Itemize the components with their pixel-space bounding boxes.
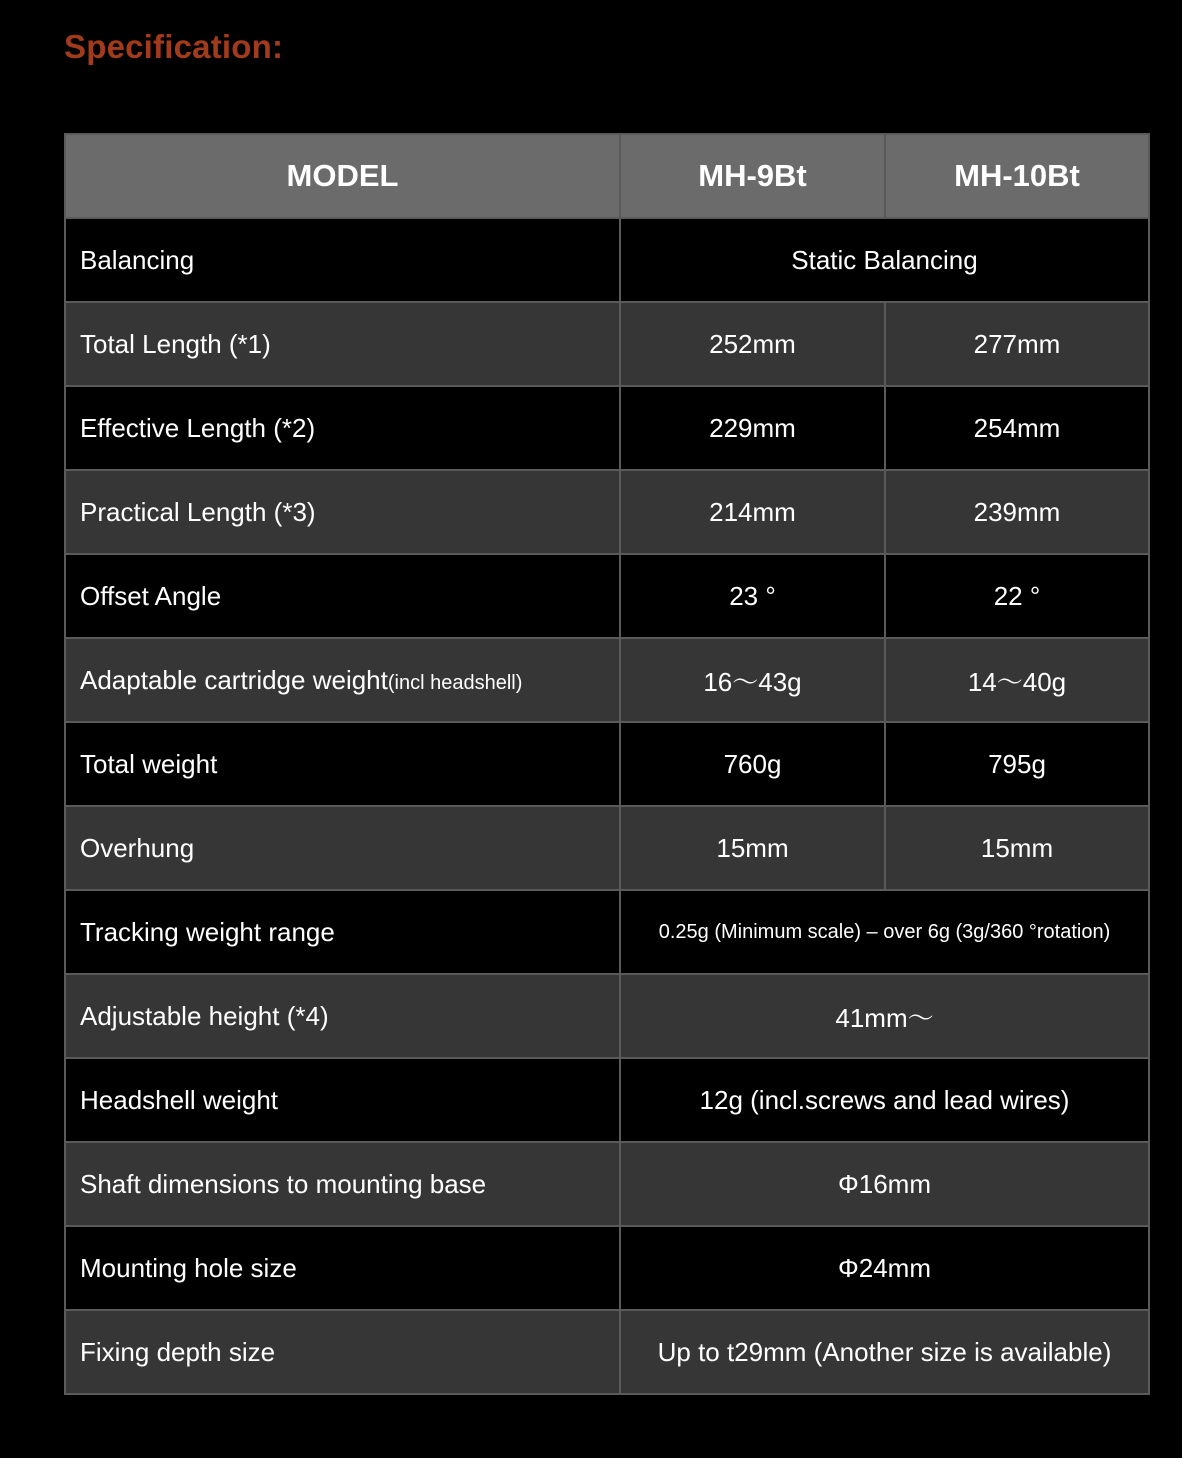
- row-value-merged: Φ24mm: [620, 1226, 1149, 1310]
- row-value-merged: Static Balancing: [620, 218, 1149, 302]
- row-label: Mounting hole size: [65, 1226, 620, 1310]
- row-label: Overhung: [65, 806, 620, 890]
- row-label: Shaft dimensions to mounting base: [65, 1142, 620, 1226]
- row-value-b: 22 °: [885, 554, 1149, 638]
- header-model-b: MH-10Bt: [885, 134, 1149, 218]
- row-value-b: 254mm: [885, 386, 1149, 470]
- table-row: [65, 1226, 1149, 1310]
- row-label: Practical Length (*3): [65, 470, 620, 554]
- row-value-merged: 0.25g (Minimum scale) – over 6g (3g/360 °rotation): [620, 890, 1149, 974]
- table-row: [65, 974, 1149, 1058]
- table-row: [65, 302, 1149, 386]
- row-label: Offset Angle: [65, 554, 620, 638]
- row-value-a: 214mm: [620, 470, 885, 554]
- row-value-b: 15mm: [885, 806, 1149, 890]
- row-value-a: 15mm: [620, 806, 885, 890]
- row-value-b: 14～40g: [885, 638, 1149, 722]
- row-value-b: 795g: [885, 722, 1149, 806]
- row-label: Balancing: [65, 218, 620, 302]
- row-value-a: 16～43g: [620, 638, 885, 722]
- table-row: [65, 722, 1149, 806]
- table-row: [65, 218, 1149, 302]
- row-value-merged: 12g (incl.screws and lead wires): [620, 1058, 1149, 1142]
- row-label: Effective Length (*2): [65, 386, 620, 470]
- row-label: Headshell weight: [65, 1058, 620, 1142]
- spec-table: [64, 133, 1150, 1395]
- row-label-note: (incl headshell): [387, 671, 523, 694]
- table-row: [65, 470, 1149, 554]
- row-label: Fixing depth size: [65, 1310, 620, 1394]
- row-value-a: 760g: [620, 722, 885, 806]
- row-value-merged: Φ16mm: [620, 1142, 1149, 1226]
- row-value-b: 277mm: [885, 302, 1149, 386]
- row-label: Total Length (*1): [65, 302, 620, 386]
- page-title: Specification:: [64, 28, 284, 65]
- table-row: [65, 806, 1149, 890]
- row-value-a: 252mm: [620, 302, 885, 386]
- row-value-b: 239mm: [885, 470, 1149, 554]
- table-header-row: [65, 134, 1149, 218]
- row-label-cell: [65, 638, 620, 722]
- table-row: [65, 1142, 1149, 1226]
- table-row: [65, 1058, 1149, 1142]
- row-value-merged: 41mm～: [620, 974, 1149, 1058]
- table-row: [65, 638, 1149, 722]
- header-model-a: MH-9Bt: [620, 134, 885, 218]
- table-row: [65, 890, 1149, 974]
- header-model: MODEL: [65, 134, 620, 218]
- row-label: Adjustable height (*4): [65, 974, 620, 1058]
- row-label: Total weight: [65, 722, 620, 806]
- table-row: [65, 386, 1149, 470]
- table-row: [65, 554, 1149, 638]
- row-label: Tracking weight range: [65, 890, 620, 974]
- row-value-a: 229mm: [620, 386, 885, 470]
- row-value-merged: Up to t29mm (Another size is available): [620, 1310, 1149, 1394]
- row-label: Adaptable cartridge weight: [80, 664, 388, 695]
- table-row: [65, 1310, 1149, 1394]
- row-value-a: 23 °: [620, 554, 885, 638]
